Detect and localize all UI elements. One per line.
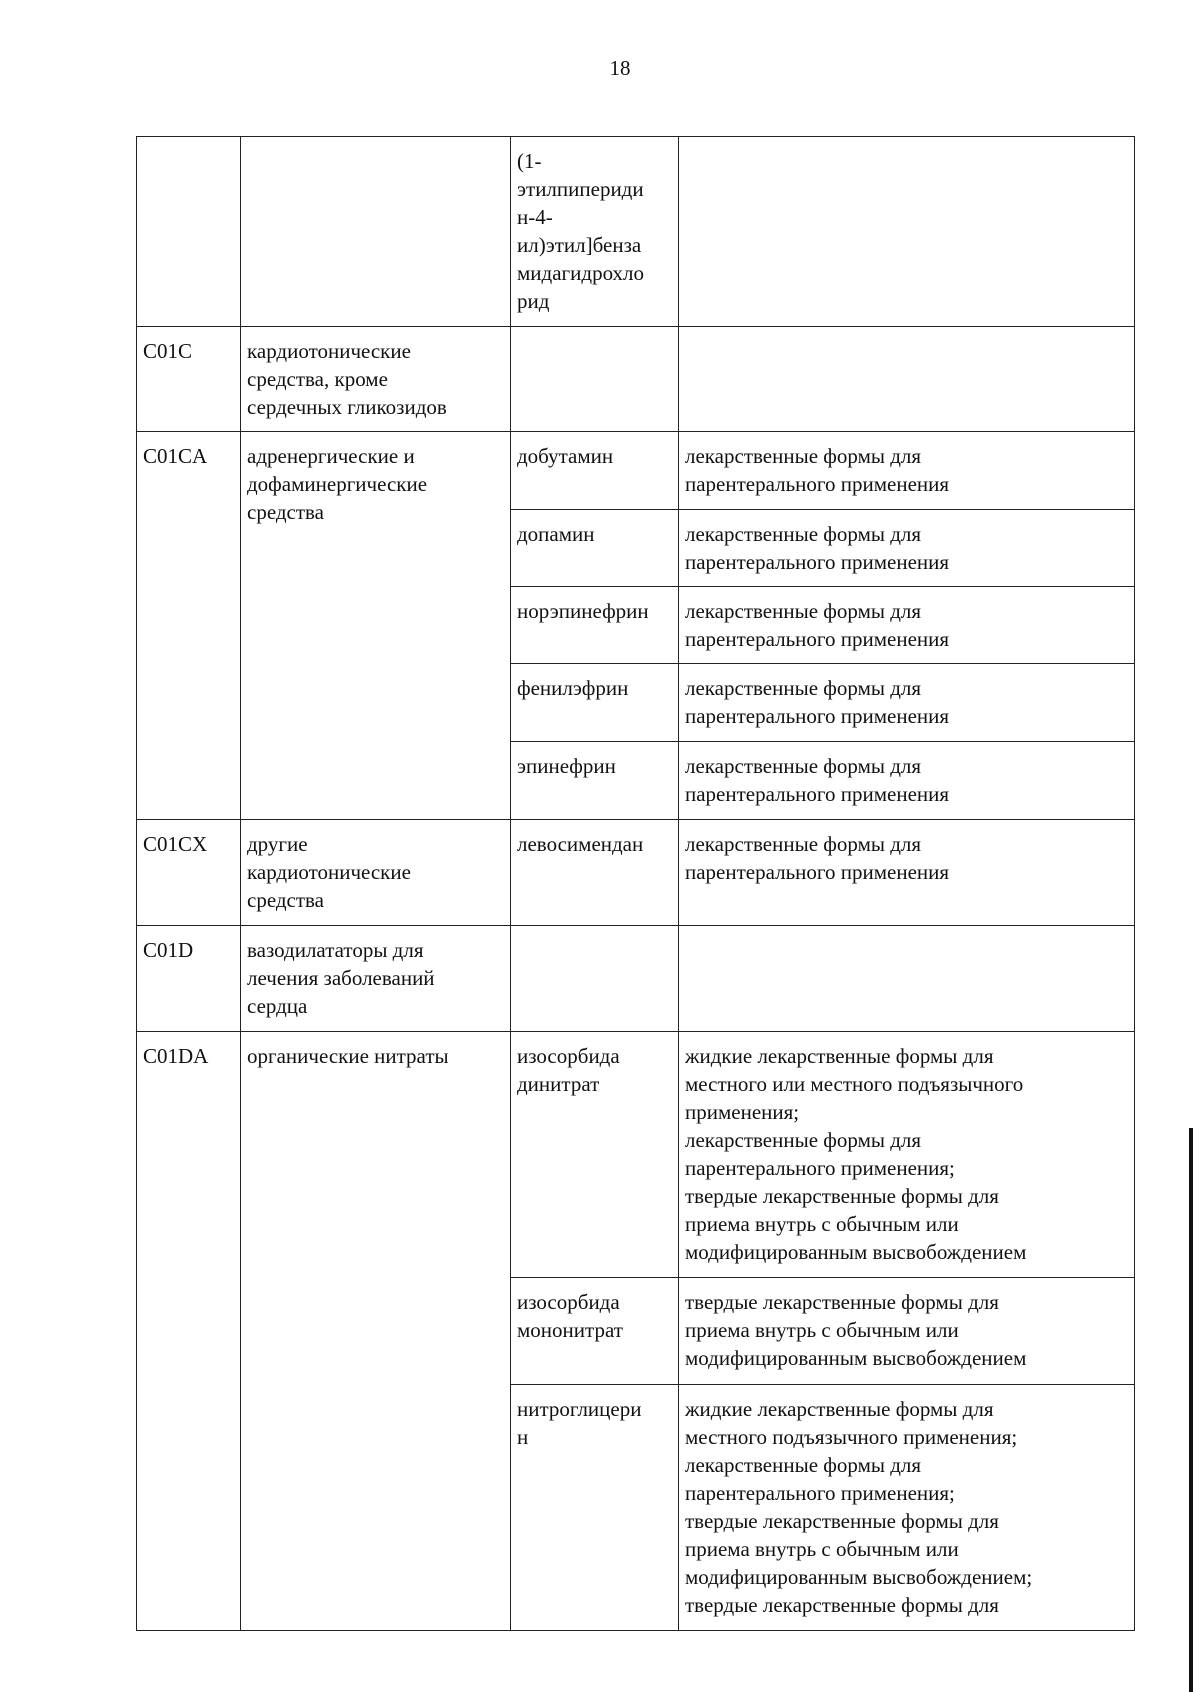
table-row — [137, 926, 1135, 1032]
group-name-cell: адренергические и дофаминергические средства — [241, 432, 511, 820]
atc-code-cell: C01DA — [137, 1032, 241, 1631]
atc-code-cell — [137, 137, 241, 327]
dosage-forms-cell: лекарственные формы для парентерального применения — [679, 587, 1135, 664]
drug-name-cell: изосорбида мононитрат — [511, 1278, 679, 1385]
dosage-forms-cell: лекарственные формы для парентерального применения — [679, 510, 1135, 587]
dosage-forms-cell: лекарственные формы для парентерального применения — [679, 742, 1135, 820]
page-number: 18 — [609, 56, 631, 80]
atc-code-cell: C01C — [137, 327, 241, 432]
drug-name-cell — [511, 926, 679, 1032]
drug-name-cell: норэпинефрин — [511, 587, 679, 664]
atc-code-cell: C01CA — [137, 432, 241, 820]
dosage-forms-cell — [679, 137, 1135, 327]
dosage-forms-cell: жидкие лекарственные формы для местного или местного подъязычного применения; лекарственные формы для парентерального применения; твердые лекарственные формы для приема внутрь с обычным или модифицированным высвобождением — [679, 1032, 1135, 1278]
table-row — [137, 1032, 1135, 1278]
dosage-forms-cell: жидкие лекарственные формы для местного подъязычного применения; лекарственные формы для парентерального применения; твердые лекарственные формы для приема внутрь с обычным или модифицированным высвобождением; твердые лекарственные формы для — [679, 1385, 1135, 1631]
group-name-cell: кардиотонические средства, кроме сердечных гликозидов — [241, 327, 511, 432]
group-name-cell: вазодилататоры для лечения заболеваний сердца — [241, 926, 511, 1032]
drug-name-cell: (1- этилпипериди н-4- ил)этил]бенза мидагидрохло рид — [511, 137, 679, 327]
drug-name-cell: допамин — [511, 510, 679, 587]
drug-name-cell: изосорбида динитрат — [511, 1032, 679, 1278]
dosage-forms-cell: лекарственные формы для парентерального применения — [679, 432, 1135, 510]
dosage-forms-cell: твердые лекарственные формы для приема внутрь с обычным или модифицированным высвобождением — [679, 1278, 1135, 1385]
table-row — [137, 327, 1135, 432]
dosage-forms-cell: лекарственные формы для парентерального применения — [679, 664, 1135, 742]
drug-name-cell: нитроглицери н — [511, 1385, 679, 1631]
drug-name-cell: фенилэфрин — [511, 664, 679, 742]
drug-name-cell: левосимендан — [511, 820, 679, 926]
dosage-forms-cell — [679, 926, 1135, 1032]
drug-name-cell — [511, 327, 679, 432]
group-name-cell: другие кардиотонические средства — [241, 820, 511, 926]
table-row — [137, 137, 1135, 327]
drug-name-cell: добутамин — [511, 432, 679, 510]
scan-edge-mark — [1189, 1128, 1193, 1692]
atc-code-cell: C01D — [137, 926, 241, 1032]
group-name-cell — [241, 137, 511, 327]
group-name-cell: органические нитраты — [241, 1032, 511, 1631]
atc-code-cell: C01CX — [137, 820, 241, 926]
table-row — [137, 820, 1135, 926]
drug-name-cell: эпинефрин — [511, 742, 679, 820]
table-row — [137, 432, 1135, 510]
atc-drug-table — [136, 136, 1135, 1631]
dosage-forms-cell — [679, 327, 1135, 432]
dosage-forms-cell: лекарственные формы для парентерального применения — [679, 820, 1135, 926]
